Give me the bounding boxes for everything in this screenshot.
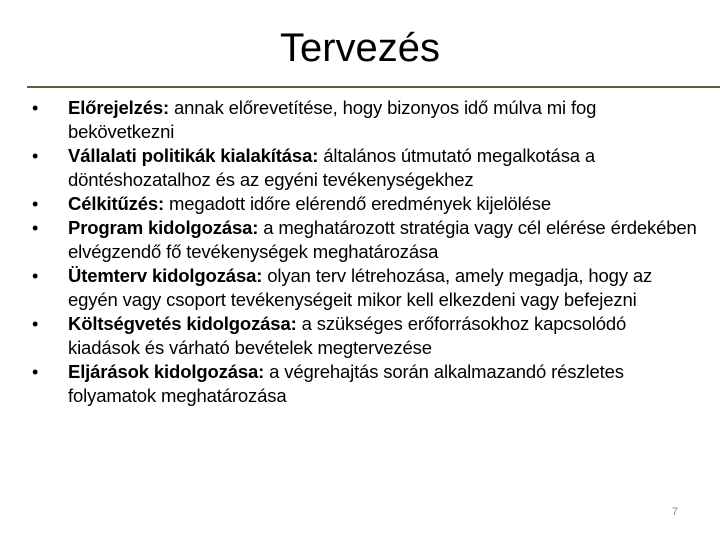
bullet-term: Vállalati politikák kialakítása:: [68, 145, 319, 166]
bullet-icon: •: [32, 98, 39, 118]
bullet-text: általános útmutató megalkotása a döntéshozatalhoz és az egyéni tevékenységekhez: [68, 145, 596, 190]
bullet-item: [30, 144, 698, 192]
bullet-text: a végrehajtás során alkalmazandó részletes folyamatok meghatározása: [68, 361, 624, 406]
bullet-item: [30, 216, 698, 264]
bullet-icon: •: [32, 362, 39, 382]
bullet-term: Előrejelzés:: [68, 97, 170, 118]
bullet-term: Program kidolgozása:: [68, 217, 259, 238]
bullet-term: Költségvetés kidolgozása:: [68, 313, 297, 334]
bullet-item: [30, 312, 698, 360]
bullet-term: Eljárások kidolgozása:: [68, 361, 265, 382]
bullet-term: Ütemterv kidolgozása:: [68, 265, 263, 286]
slide-title: Tervezés: [279, 26, 441, 70]
bullet-item: [30, 192, 698, 216]
bullet-term: Célkitűzés:: [68, 193, 165, 214]
bullet-icon: •: [32, 314, 39, 334]
bullet-icon: •: [32, 266, 39, 286]
bullet-icon: •: [32, 194, 39, 214]
bullet-text: annak előrevetítése, hogy bizonyos idő múlva mi fog bekövetkezni: [68, 97, 597, 142]
bullet-item: [30, 96, 698, 144]
bullet-list: [30, 96, 698, 408]
bullet-text: a meghatározott stratégia vagy cél elérése érdekében elvégzendő fő tevékenységek meghatározása: [68, 217, 697, 262]
bullet-item: [30, 264, 698, 312]
bullet-item: [30, 360, 698, 408]
page-number: 7: [671, 506, 678, 518]
bullet-icon: •: [32, 218, 39, 238]
bullet-text: a szükséges erőforrásokhoz kapcsolódó kiadások és várható bevételek megtervezése: [68, 313, 627, 358]
title-divider: [27, 86, 720, 88]
bullet-text: megadott időre elérendő eredmények kijelölése: [169, 193, 552, 214]
bullet-icon: •: [32, 146, 39, 166]
bullet-text: olyan terv létrehozása, amely megadja, hogy az egyén vagy csoport tevékenységeit mikor kell elkezdeni vagy befejezni: [68, 265, 653, 310]
